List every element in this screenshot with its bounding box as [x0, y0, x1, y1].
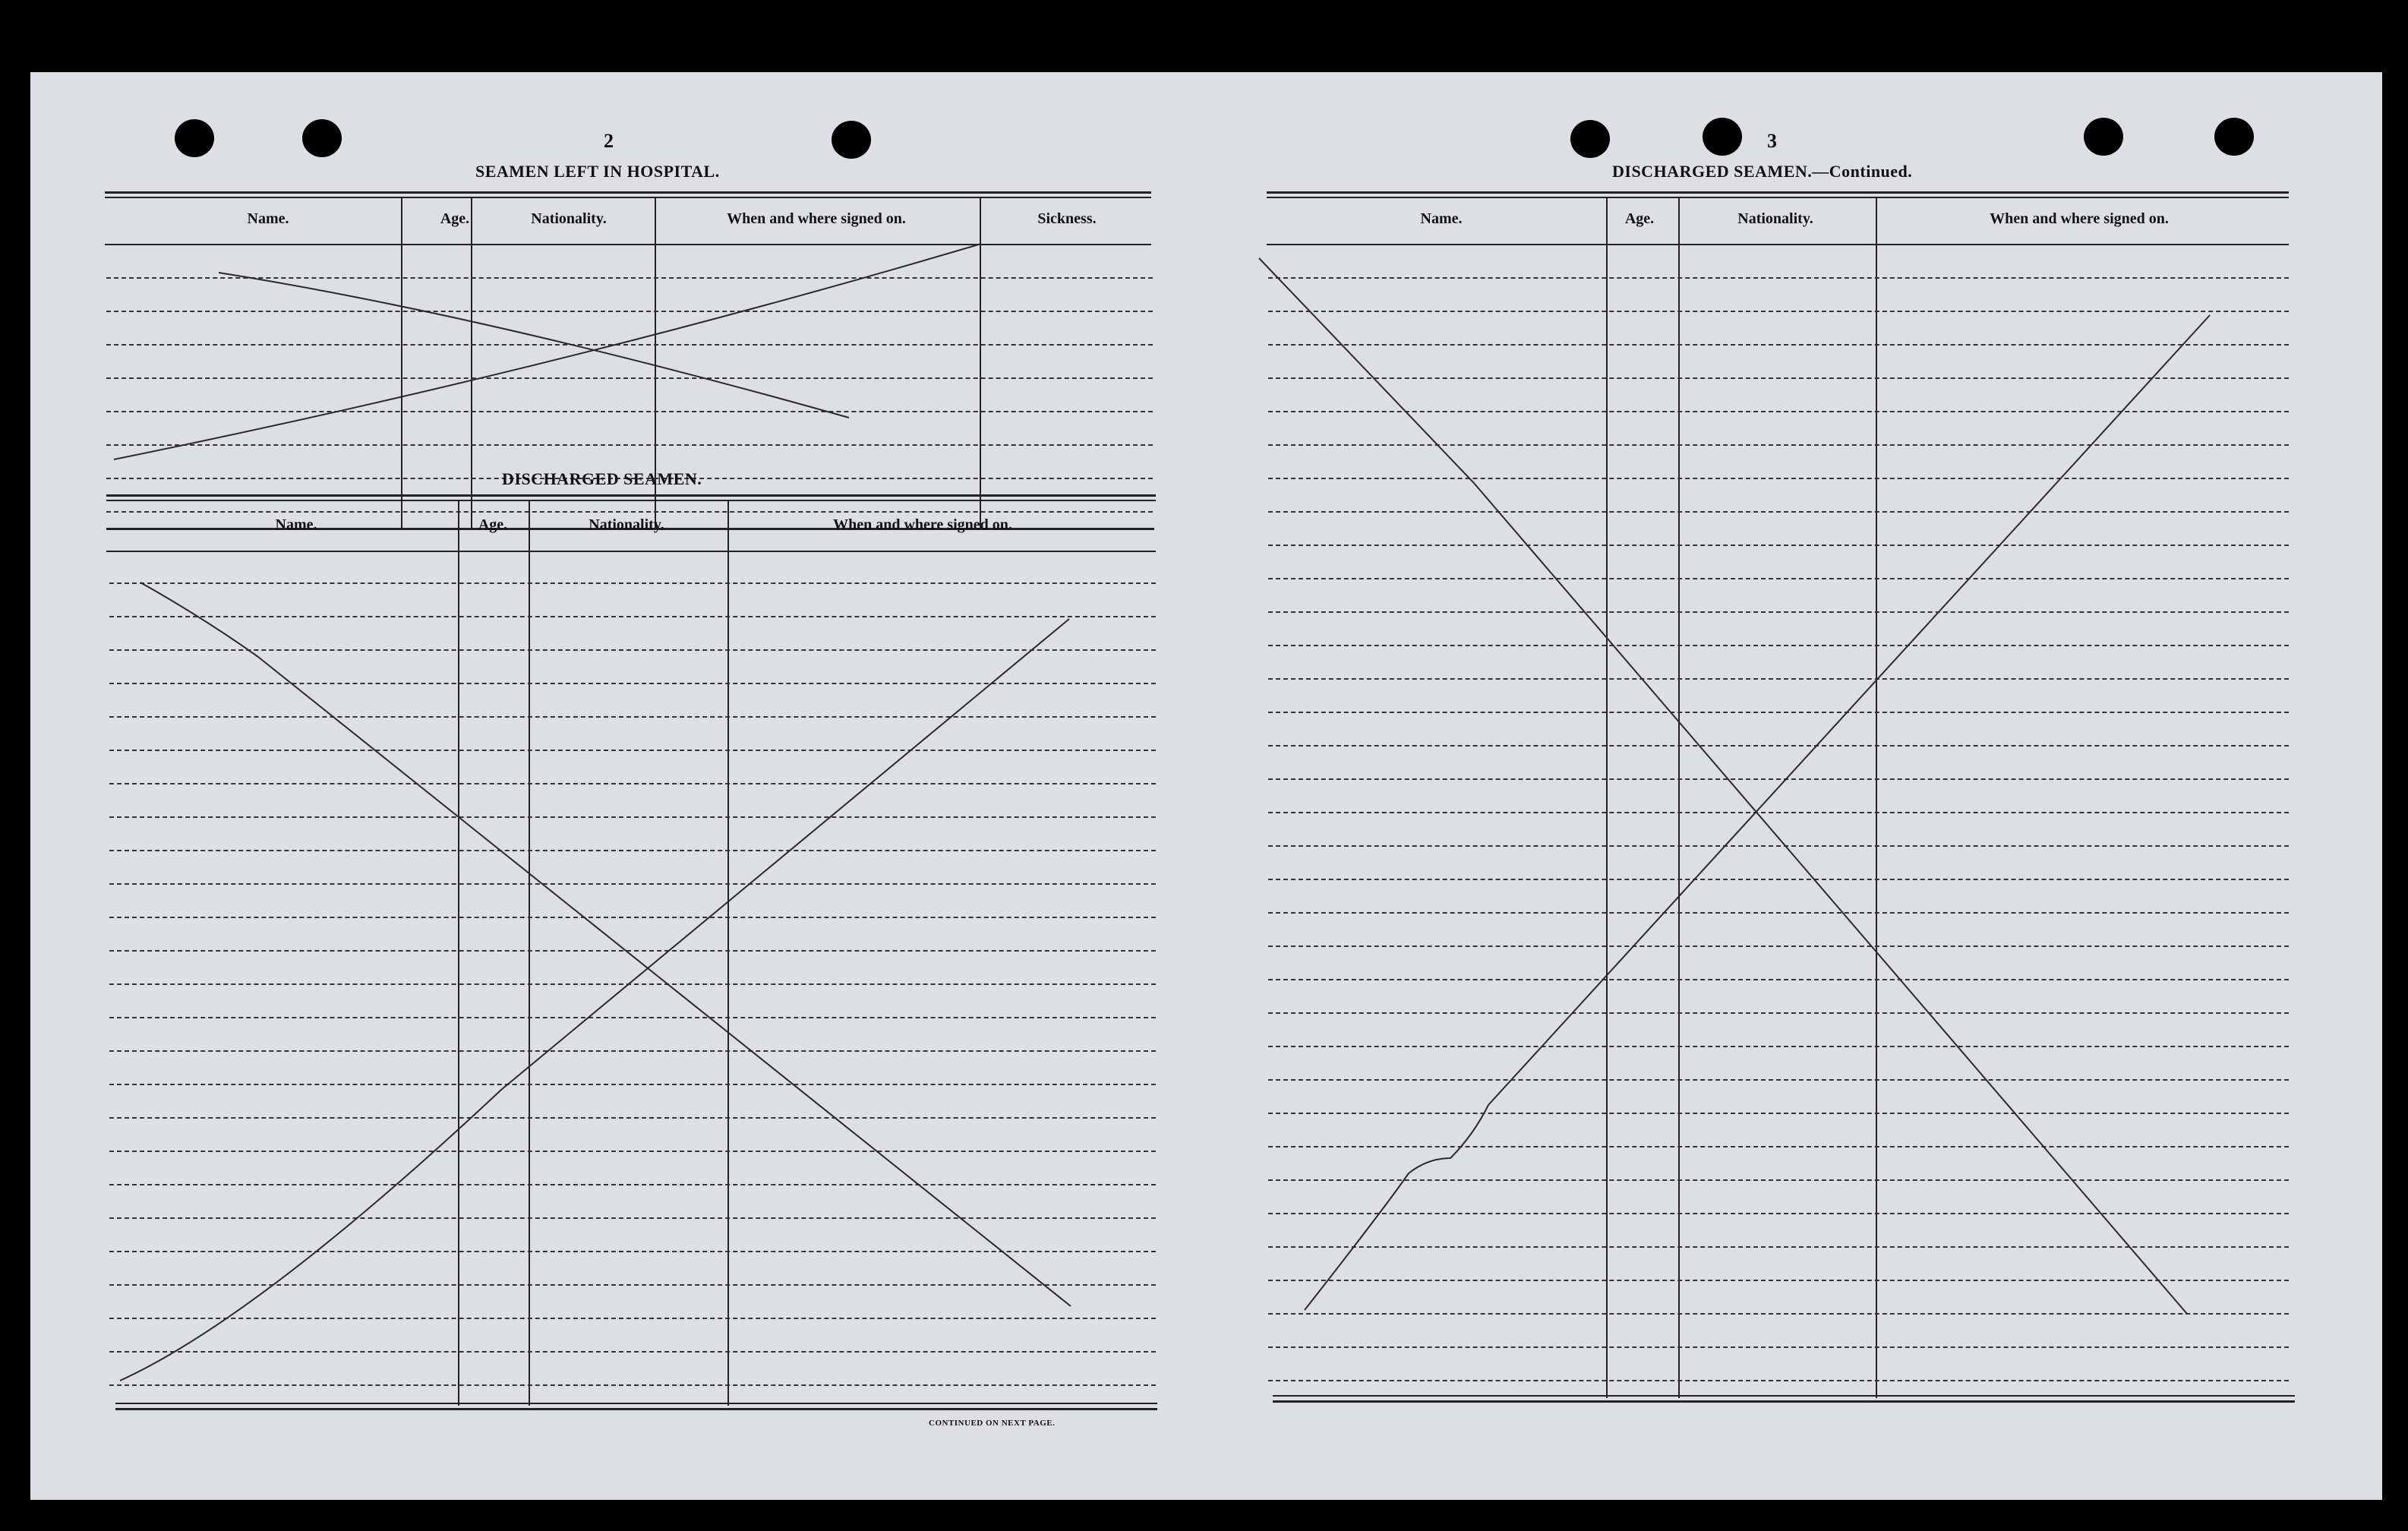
- right-page-number: 3: [1767, 130, 1777, 152]
- discharged-col-age: Age.: [478, 516, 508, 533]
- hospital-col-name: Name.: [247, 210, 289, 227]
- discharged-col-signed-on: When and where signed on.: [833, 516, 1012, 533]
- left-page-number: 2: [604, 130, 614, 152]
- hospital-section-title: SEAMEN LEFT IN HOSPITAL.: [475, 162, 720, 181]
- right-section-title: DISCHARGED SEAMEN.—Continued.: [1612, 162, 1913, 181]
- right-col-nationality: Nationality.: [1737, 210, 1813, 227]
- right-col-age: Age.: [1624, 210, 1655, 227]
- hospital-col-nationality: Nationality.: [531, 210, 607, 227]
- form-sheet: [30, 72, 2382, 1500]
- discharged-section-title: DISCHARGED SEAMEN.: [502, 469, 702, 488]
- discharged-cross-stroke: [140, 582, 1071, 1306]
- cancellation-marks: [30, 72, 2382, 1500]
- discharged-cross-stroke: [120, 619, 1069, 1381]
- discharged-col-name: Name.: [275, 516, 317, 533]
- discharged-col-nationality: Nationality.: [589, 516, 664, 533]
- right-cross-stroke: [1259, 258, 2187, 1314]
- hospital-cross-stroke: [219, 273, 849, 418]
- hospital-col-signed-on: When and where signed on.: [727, 210, 906, 227]
- right-col-signed-on: When and where signed on.: [1990, 210, 2169, 227]
- continued-footer: CONTINUED ON NEXT PAGE.: [929, 1419, 1056, 1428]
- hospital-col-sickness: Sickness.: [1037, 210, 1097, 227]
- hospital-col-age: Age.: [440, 210, 470, 227]
- right-col-name: Name.: [1420, 210, 1463, 227]
